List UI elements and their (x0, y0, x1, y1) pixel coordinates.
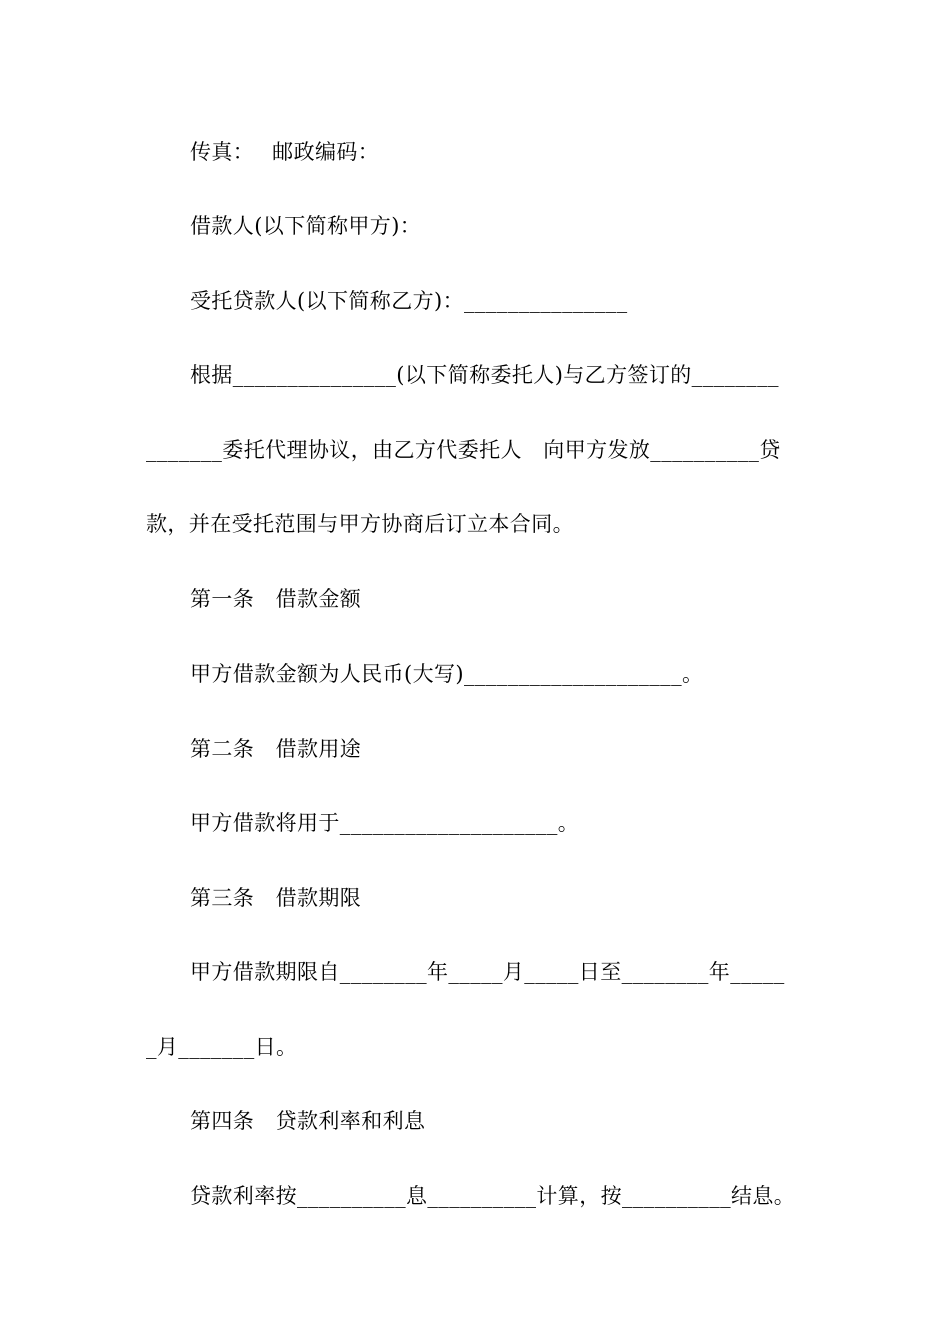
borrower-line: 借款人(以下简称甲方)： (190, 214, 422, 238)
preamble-line-3: 款，并在受托范围与甲方协商后订立本合同。 (146, 512, 574, 536)
article-1-heading: 第一条 借款金额 (190, 587, 362, 611)
article-1-text: 甲方借款金额为人民币(大写)____________________。 (190, 662, 704, 686)
article-3-text-line-1: 甲方借款期限自________年_____月_____日至________年_____ (190, 960, 785, 984)
preamble-line-2: _______委托代理协议，由乙方代委托人 向甲方发放__________贷 (146, 438, 781, 462)
article-3-text-line-2: _月_______日。 (146, 1035, 298, 1059)
article-3-heading: 第三条 借款期限 (190, 886, 362, 910)
fax-postcode-line: 传真： 邮政编码： (190, 140, 380, 164)
article-2-text: 甲方借款将用于____________________。 (190, 811, 580, 835)
article-2-heading: 第二条 借款用途 (190, 737, 362, 761)
article-4-heading: 第四条 贷款利率和利息 (190, 1109, 426, 1133)
preamble-line-1: 根据_______________(以下简称委托人)与乙方签订的________ (190, 363, 779, 387)
article-4-text: 贷款利率按__________息__________计算，按__________结息。 (190, 1184, 796, 1208)
trustee-lender-line: 受托贷款人(以下简称乙方)：_______________ (190, 289, 628, 313)
